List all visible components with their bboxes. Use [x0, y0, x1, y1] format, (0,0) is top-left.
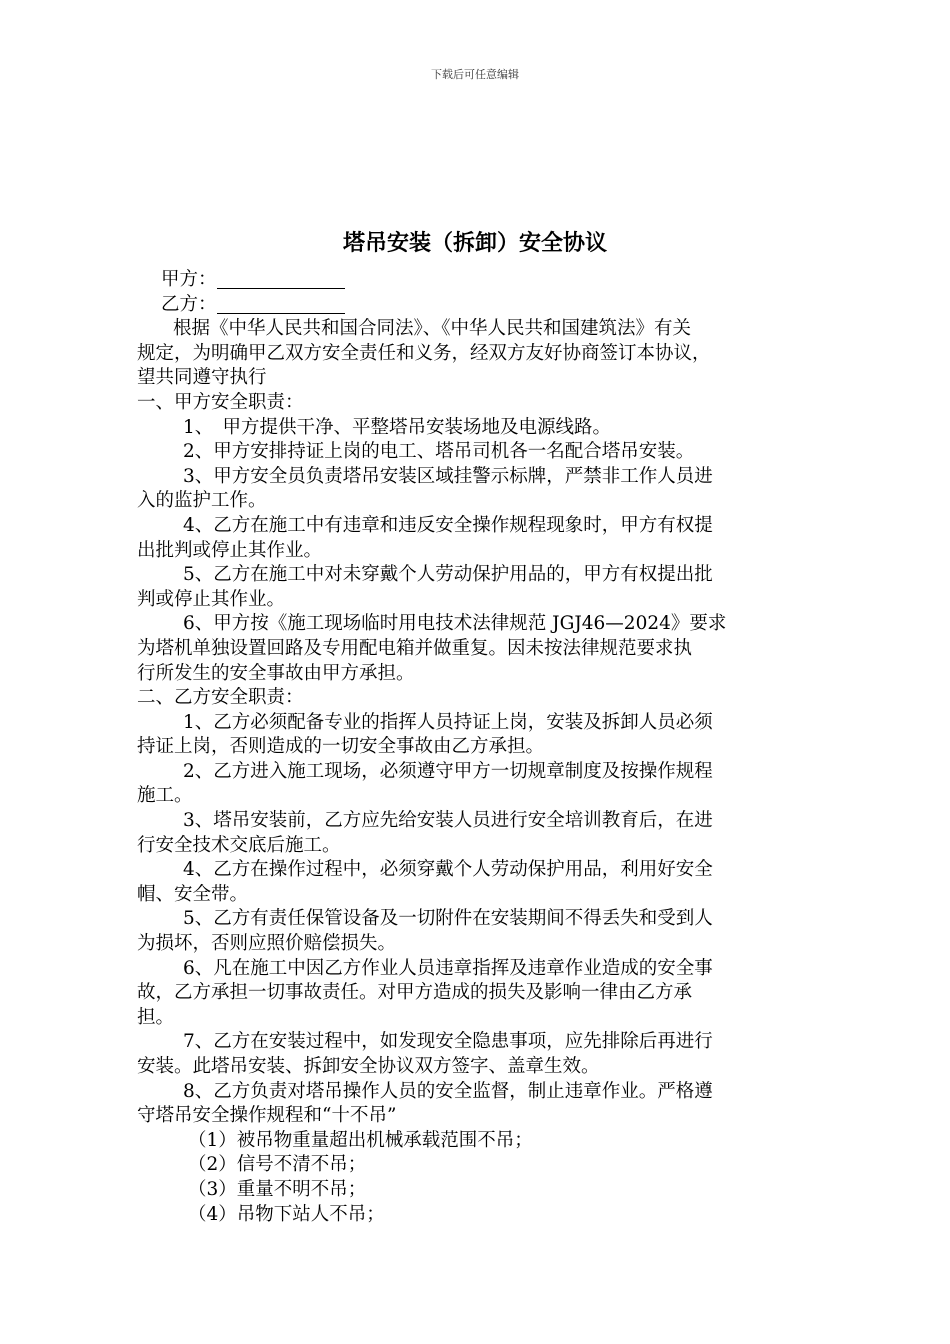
clause-line: 3、塔吊安装前，乙方应先给安装人员进行安全培训教育后，在进	[183, 810, 713, 832]
party-a-blank	[217, 268, 345, 289]
sub-item-line: （1）被吊物重量超出机械承载范围不吊；	[188, 1129, 533, 1151]
intro-line: 望共同遵守执行	[137, 367, 267, 389]
section-heading-party-a: 一、甲方安全职责：	[137, 391, 304, 413]
clause-line: 6、甲方按《施工现场临时用电技术法律规范 JGJ46—2024》要求	[183, 613, 727, 635]
clause-line: 5、乙方有责任保管设备及一切附件在安装期间不得丢失和受到人	[183, 908, 713, 930]
clause-line: 持证上岗，否则造成的一切安全事故由乙方承担。	[137, 736, 545, 758]
clause-line: 3、甲方安全员负责塔吊安装区域挂警示标牌，严禁非工作人员进	[183, 465, 713, 487]
clause-line: 帽、安全带。	[137, 883, 249, 905]
party-b-blank	[217, 293, 345, 314]
clause-line: 2、甲方安排持证上岗的电工、塔吊司机各一名配合塔吊安装。	[183, 441, 695, 463]
clause-line: 4、乙方在施工中有违章和违反安全操作规程现象时，甲方有权提	[183, 514, 713, 536]
clause-line: 判或停止其作业。	[137, 588, 286, 610]
clause-line: 出批判或停止其作业。	[137, 539, 323, 561]
clause-line: 1、乙方必须配备专业的指挥人员持证上岗，安装及拆卸人员必须	[183, 711, 713, 733]
clause-line: 5、乙方在施工中对未穿戴个人劳动保护用品的，甲方有权提出批	[183, 564, 713, 586]
header-note: 下载后可任意编辑	[431, 68, 519, 81]
clause-line: 8、乙方负责对塔吊操作人员的安全监督，制止违章作业。严格遵	[183, 1080, 713, 1102]
clause-line: 安装。此塔吊安装、拆卸安全协议双方签字、盖章生效。	[137, 1056, 600, 1077]
intro-line: 规定，为明确甲乙双方安全责任和义务，经双方友好协商签订本协议，	[137, 342, 711, 364]
clause-line: 6、凡在施工中因乙方作业人员违章指挥及违章作业造成的安全事	[183, 957, 713, 979]
document-title: 塔吊安装（拆卸）安全协议	[342, 231, 607, 256]
clause-line: 2、乙方进入施工现场，必须遵守甲方一切规章制度及按操作规程	[183, 760, 713, 782]
clause-line: 入的监护工作。	[137, 490, 267, 512]
clause-line: 担。	[137, 1006, 175, 1028]
party-a-label: 甲方：	[161, 269, 217, 290]
clause-line: 4、乙方在操作过程中，必须穿戴个人劳动保护用品，利用好安全	[183, 859, 713, 881]
intro-line: 根据《中华人民共和国合同法》、《中华人民共和国建筑法》有关	[173, 318, 692, 340]
party-b-label: 乙方：	[161, 293, 217, 315]
clause-line: 守塔吊安全操作规程和“十不吊”	[137, 1105, 397, 1127]
sub-item-line: （3）重量不明不吊；	[188, 1178, 367, 1200]
clause-line: 1、 甲方提供干净、平整塔吊安装场地及电源线路。	[183, 416, 612, 438]
clause-line: 7、乙方在安装过程中，如发现安全隐患事项，应先排除后再进行	[183, 1031, 713, 1053]
clause-line: 故，乙方承担一切事故责任。对甲方造成的损失及影响一律由乙方承	[137, 982, 693, 1004]
clause-line: 行所发生的安全事故由甲方承担。	[137, 662, 415, 684]
document-body	[137, 268, 827, 1227]
party-b-line	[137, 293, 827, 318]
clause-line: 为损坏，否则应照价赔偿损失。	[137, 933, 397, 955]
sub-item-line: （4）吊物下站人不吊；	[188, 1203, 385, 1225]
clause-line: 行安全技术交底后施工。	[137, 834, 341, 856]
clause-line: 施工。	[137, 785, 193, 807]
section-heading-party-b: 二、乙方安全职责：	[137, 687, 304, 709]
party-a-line	[137, 268, 827, 293]
sub-item-line: （2）信号不清不吊；	[188, 1154, 367, 1176]
clause-line: 为塔机单独设置回路及专用配电箱并做重复。因未按法律规范要求执	[137, 637, 693, 659]
